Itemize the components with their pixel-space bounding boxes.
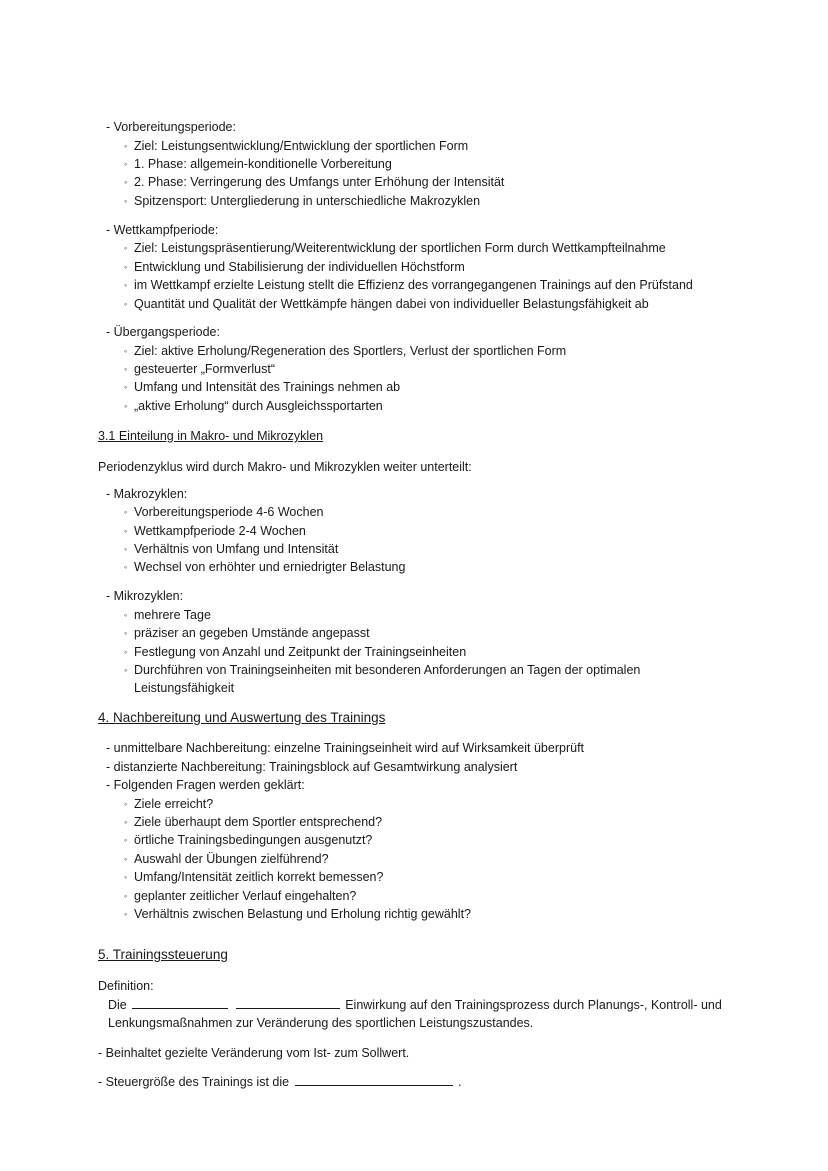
bullet-icon: ◦ xyxy=(124,262,128,272)
list-item: ◦ gesteuerter „Formverlust“ xyxy=(124,360,275,378)
bullet-icon: ◦ xyxy=(124,196,128,206)
vorbereitungsperiode-title: - Vorbereitungsperiode: xyxy=(106,120,236,134)
list-item: ◦ Ziele erreicht? xyxy=(124,795,213,813)
bullet-icon: ◦ xyxy=(124,665,128,675)
point-2: - Steuergröße des Trainings ist die . xyxy=(98,1075,462,1089)
bullet-icon: ◦ xyxy=(124,346,128,356)
mikrozyklen-title: - Mikrozyklen: xyxy=(106,589,184,603)
heading-4: 4. Nachbereitung und Auswertung des Trainings xyxy=(98,710,386,725)
definition-line-1: Die Einwirkung auf den Trainingsprozess durch Planungs-, Kontroll- und xyxy=(108,998,722,1012)
bullet-icon: ◦ xyxy=(124,610,128,620)
list-item: ◦ Ziel: Leistungspräsentierung/Weiterentwicklung der sportlichen Form durch Wettkampfteilnahme xyxy=(124,239,666,257)
blank-line xyxy=(132,996,228,1009)
list-item: ◦ mehrere Tage xyxy=(124,606,211,624)
list-item: ◦ Verhältnis zwischen Belastung und Erholung richtig gewählt? xyxy=(124,905,471,923)
bullet-icon: ◦ xyxy=(124,909,128,919)
list-item: ◦ präziser an gegeben Umstände angepasst xyxy=(124,624,370,642)
blank-line xyxy=(236,996,340,1009)
heading-3-1: 3.1 Einteilung in Makro- und Mikrozyklen xyxy=(98,429,324,443)
makrozyklen-title: - Makrozyklen: xyxy=(106,487,188,501)
bullet-icon: ◦ xyxy=(124,280,128,290)
uebergangsperiode-title: - Übergangsperiode: xyxy=(106,325,220,339)
bullet-icon: ◦ xyxy=(124,141,128,151)
bullet-icon: ◦ xyxy=(124,526,128,536)
list-item: ◦ im Wettkampf erzielte Leistung stellt die Effizienz des vorrangegangenen Trainings auf den Prüfstand xyxy=(124,276,693,294)
list-item: ◦ geplanter zeitlicher Verlauf eingehalten? xyxy=(124,887,356,905)
bullet-icon: ◦ xyxy=(124,854,128,864)
list-item: ◦ Auswahl der Übungen zielführend? xyxy=(124,850,329,868)
bullet-icon: ◦ xyxy=(124,544,128,554)
bullet-icon: ◦ xyxy=(124,872,128,882)
list-item: ◦ Verhältnis von Umfang und Intensität xyxy=(124,540,338,558)
list-item: ◦ Spitzensport: Untergliederung in unterschiedliche Makrozyklen xyxy=(124,192,480,210)
nachbereitung-line: - Folgenden Fragen werden geklärt: xyxy=(106,778,305,792)
bullet-icon: ◦ xyxy=(124,799,128,809)
list-item: ◦ Umfang/Intensität zeitlich korrekt bemessen? xyxy=(124,868,383,886)
list-item: ◦ Durchführen von Trainingseinheiten mit besonderen Anforderungen an Tagen der optimalen xyxy=(124,661,640,679)
definition-line-2: Lenkungsmaßnahmen zur Veränderung des sportlichen Leistungszustandes. xyxy=(108,1016,534,1030)
bullet-icon: ◦ xyxy=(124,507,128,517)
bullet-icon: ◦ xyxy=(124,177,128,187)
blank-line xyxy=(295,1073,453,1086)
bullet-icon: ◦ xyxy=(124,628,128,638)
list-item: ◦ Umfang und Intensität des Trainings nehmen ab xyxy=(124,378,400,396)
list-item: ◦ örtliche Trainingsbedingungen ausgenutzt? xyxy=(124,831,372,849)
nachbereitung-line: - distanzierte Nachbereitung: Trainingsblock auf Gesamtwirkung analysiert xyxy=(106,760,518,774)
bullet-icon: ◦ xyxy=(124,364,128,374)
list-item: ◦ Entwicklung und Stabilisierung der individuellen Höchstform xyxy=(124,258,465,276)
heading-5: 5. Trainingssteuerung xyxy=(98,947,228,962)
list-item: ◦ „aktive Erholung“ durch Ausgleichssportarten xyxy=(124,397,383,415)
list-item: ◦ Festlegung von Anzahl und Zeitpunkt der Trainingseinheiten xyxy=(124,643,466,661)
bullet-icon: ◦ xyxy=(124,562,128,572)
list-item: ◦ Ziele überhaupt dem Sportler entsprechend? xyxy=(124,813,382,831)
bullet-icon: ◦ xyxy=(124,891,128,901)
list-item: ◦ 1. Phase: allgemein-konditionelle Vorbereitung xyxy=(124,155,392,173)
bullet-icon: ◦ xyxy=(124,159,128,169)
bullet-icon: ◦ xyxy=(124,835,128,845)
bullet-icon: ◦ xyxy=(124,299,128,309)
list-item: ◦ Vorbereitungsperiode 4-6 Wochen xyxy=(124,503,323,521)
wettkampfperiode-title: - Wettkampfperiode: xyxy=(106,223,219,237)
bullet-icon: ◦ xyxy=(124,647,128,657)
list-item: ◦ Wechsel von erhöhter und erniedrigter Belastung xyxy=(124,558,405,576)
list-item: ◦ 2. Phase: Verringerung des Umfangs unter Erhöhung der Intensität xyxy=(124,173,504,191)
bullet-icon: ◦ xyxy=(124,243,128,253)
bullet-icon: ◦ xyxy=(124,817,128,827)
list-item: ◦ Ziel: aktive Erholung/Regeneration des Sportlers, Verlust der sportlichen Form xyxy=(124,342,566,360)
bullet-icon: ◦ xyxy=(124,401,128,411)
nachbereitung-line: - unmittelbare Nachbereitung: einzelne Trainingseinheit wird auf Wirksamkeit überprüft xyxy=(106,741,585,755)
list-item: ◦ Ziel: Leistungsentwicklung/Entwicklung der sportlichen Form xyxy=(124,137,468,155)
bullet-icon: ◦ xyxy=(124,382,128,392)
definition-label: Definition: xyxy=(98,979,154,993)
point-1: - Beinhaltet gezielte Veränderung vom Ist- zum Sollwert. xyxy=(98,1046,410,1060)
list-item: ◦ Wettkampfperiode 2-4 Wochen xyxy=(124,522,306,540)
list-item: ◦ Quantität und Qualität der Wettkämpfe hängen dabei von individueller Belastungsfähigkeit ab xyxy=(124,295,649,313)
list-item-continuation: Leistungsfähigkeit xyxy=(134,681,235,695)
intro-paragraph: Periodenzyklus wird durch Makro- und Mikrozyklen weiter unterteilt: xyxy=(98,460,472,474)
